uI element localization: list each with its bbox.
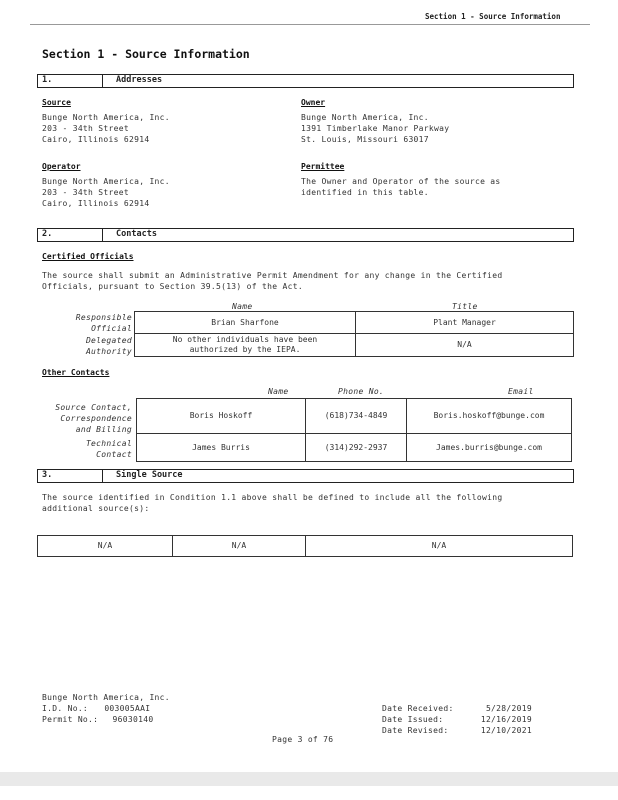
address-line: Cairo, Illinois 62914 [42,135,150,144]
section-number: 2. [42,229,53,239]
label-line: Technical [85,439,132,448]
address-line: 203 - 34th Street [42,124,129,133]
section-divider [102,470,103,482]
page-number: Page 3 of 76 [272,735,334,744]
footer-company: Bunge North America, Inc. [42,693,170,702]
technical-contact-name: James Burris [136,433,306,462]
issued-label: Date Issued: [382,715,444,724]
text-line: The source identified in Condition 1.1 above shall be defined to include all the following [42,493,503,502]
label-line: and Billing [75,425,132,434]
address-line: St. Louis, Missouri 63017 [301,135,429,144]
row-label-technical-contact [40,438,132,460]
section-bar-single-source [37,469,574,483]
issued-value: 12/16/2019 [480,715,532,724]
certified-officials-heading: Certified Officials [42,252,134,261]
operator-heading: Operator [42,162,81,171]
received-value: 5/28/2019 [485,704,532,713]
id-value: 003005AAI [104,704,151,713]
page-title: Section 1 - Source Information [42,47,250,61]
technical-contact-phone: (314)292-2937 [305,433,407,462]
source-heading: Source [42,98,71,107]
owner-address [301,112,449,145]
section-divider [102,229,103,241]
address-line: Bunge North America, Inc. [301,113,429,122]
section-label: Addresses [116,75,163,85]
row-label-delegated [40,335,132,357]
footer-id [42,703,150,714]
permit-label: Permit No.: [42,715,99,724]
section-bar-addresses [37,74,574,88]
other-contacts-heading: Other Contacts [42,368,110,377]
text-line: Officials, pursuant to Section 39.5(13) of the Act. [42,282,303,291]
received-label: Date Received: [382,704,454,713]
certified-officials-text [42,270,502,292]
column-header-phone: Phone No. [338,387,385,396]
text-line: additional source(s): [42,504,150,513]
single-source-cell: N/A [305,535,573,557]
text-line: identified in this table. [301,188,429,197]
cell-line: authorized by the IEPA. [189,345,301,354]
column-header-email: Email [508,387,534,396]
label-line: Correspondence [60,414,132,423]
section-divider [102,75,103,87]
date-revised-row [382,725,532,736]
footer-permit [42,714,153,725]
column-header-name: Name [268,387,289,396]
permittee-heading: Permittee [301,162,345,171]
source-contact-email[interactable]: Boris.hoskoff@bunge.com [406,398,572,434]
delegated-authority-title: N/A [355,333,574,357]
date-received-row [382,703,532,714]
permittee-text [301,176,501,198]
delegated-authority-name [134,333,356,357]
footer-dates [382,703,532,736]
section-label: Single Source [116,470,183,480]
address-line: 203 - 34th Street [42,188,129,197]
row-label-source-contact [40,402,132,435]
label-line: Responsible [75,313,132,322]
running-header: Section 1 - Source Information [425,12,561,21]
id-label: I.D. No.: [42,704,89,713]
address-line: Bunge North America, Inc. [42,113,170,122]
column-header-name: Name [232,302,253,311]
label-line: Contact [96,450,132,459]
section-label: Contacts [116,229,157,239]
text-line: The source shall submit an Administrative Permit Amendment for any change in the Certified [42,271,503,280]
label-line: Source Contact, [55,403,132,412]
section-bar-contacts [37,228,574,242]
owner-heading: Owner [301,98,326,107]
responsible-official-name: Brian Sharfone [134,311,356,334]
responsible-official-title: Plant Manager [355,311,574,334]
text-line: The Owner and Operator of the source as [301,177,501,186]
permit-value: 96030140 [112,715,154,724]
single-source-text [42,492,502,514]
address-line: 1391 Timberlake Manor Parkway [301,124,450,133]
source-contact-phone: (618)734-4849 [305,398,407,434]
label-line: Delegated [85,336,132,345]
revised-value: 12/10/2021 [480,726,532,735]
operator-address [42,176,170,209]
address-line: Bunge North America, Inc. [42,177,170,186]
label-line: Authority [85,347,132,356]
revised-label: Date Revised: [382,726,449,735]
section-number: 3. [42,470,53,480]
section-number: 1. [42,75,53,85]
row-label-responsible [40,312,132,334]
cell-line: No other individuals have been [172,335,318,344]
source-contact-name: Boris Hoskoff [136,398,306,434]
source-address [42,112,170,145]
single-source-cell: N/A [172,535,306,557]
column-header-title: Title [452,302,478,311]
header-rule [30,24,590,25]
scan-bottom-band [0,772,618,786]
single-source-cell: N/A [37,535,173,557]
technical-contact-email[interactable]: James.burris@bunge.com [406,433,572,462]
date-issued-row [382,714,532,725]
address-line: Cairo, Illinois 62914 [42,199,150,208]
label-line: Official [91,324,132,333]
